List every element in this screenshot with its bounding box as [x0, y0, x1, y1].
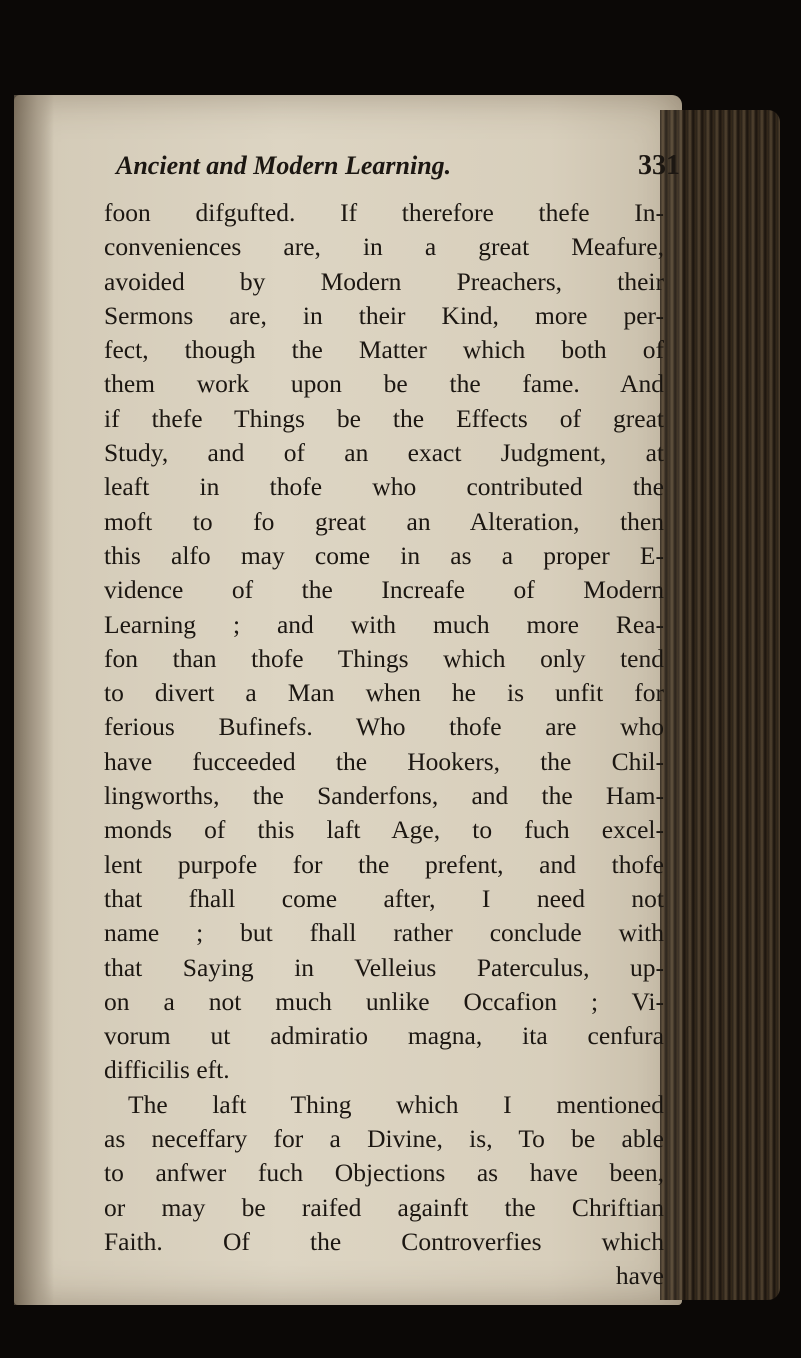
page-number: 331 [638, 150, 680, 181]
text-line: lingworths, the Sanderfons, and the Ham- [104, 781, 664, 811]
text-line: avoided by Modern Preachers, their [104, 266, 664, 296]
text-line: to anfwer fuch Objections as have been, [104, 1158, 664, 1188]
text-line: name ; but fhall rather conclude with [104, 918, 664, 948]
text-line: vidence of the Increafe of Modern [104, 575, 664, 605]
text-line: as neceffary for a Divine, is, To be able [104, 1124, 664, 1154]
text-line: monds of this laft Age, to fuch excel- [104, 815, 664, 845]
text-line: if thefe Things be the Effects of great [104, 403, 664, 433]
text-line: have fucceeded the Hookers, the Chil- [104, 746, 664, 776]
text-line: this alfo may come in as a proper E- [104, 540, 664, 570]
text-line: foon difgufted. If therefore thefe In- [104, 198, 664, 227]
text-line: leaft in thofe who contributed the [104, 472, 664, 502]
running-title: Ancient and Modern Learning. [116, 151, 452, 180]
text-line: them work upon be the fame. And [104, 369, 664, 399]
text-line: conveniences are, in a great Meafure, [104, 232, 664, 262]
text-line: moft to fo great an Alteration, then [104, 506, 664, 536]
text-line: The laft Thing which I mentioned [128, 1089, 664, 1119]
text-line: on a not much unlike Occafion ; Vi- [104, 986, 664, 1016]
catchword: have [615, 1261, 664, 1291]
text-line: vorum ut admiratio magna, ita cenfura [104, 1021, 664, 1051]
text-line: to divert a Man when he is unfit for [104, 678, 664, 708]
text-line: that Saying in Velleius Paterculus, up- [104, 952, 664, 982]
text-line: Learning ; and with much more Rea- [104, 609, 664, 639]
page-gutter [14, 95, 54, 1305]
text-line: difficilis eft. [104, 1055, 230, 1085]
text-line: Study, and of an exact Judgment, at [104, 438, 664, 468]
text-line: that fhall come after, I need not [104, 883, 664, 913]
text-line: lent purpofe for the prefent, and thofe [104, 849, 664, 879]
body-text [104, 196, 664, 1294]
text-line: fect, though the Matter which both of [104, 335, 664, 365]
text-line: fon than thofe Things which only tend [104, 643, 664, 673]
page-content [104, 150, 680, 1294]
page-edges [660, 110, 780, 1300]
running-header [104, 150, 680, 196]
text-line: Faith. Of the Controverfies which [104, 1226, 664, 1256]
text-line: ferious Bufinefs. Who thofe are who [104, 712, 664, 742]
text-line: Sermons are, in their Kind, more per- [104, 300, 664, 330]
text-line: or may be raifed againft the Chriftian [104, 1192, 664, 1222]
